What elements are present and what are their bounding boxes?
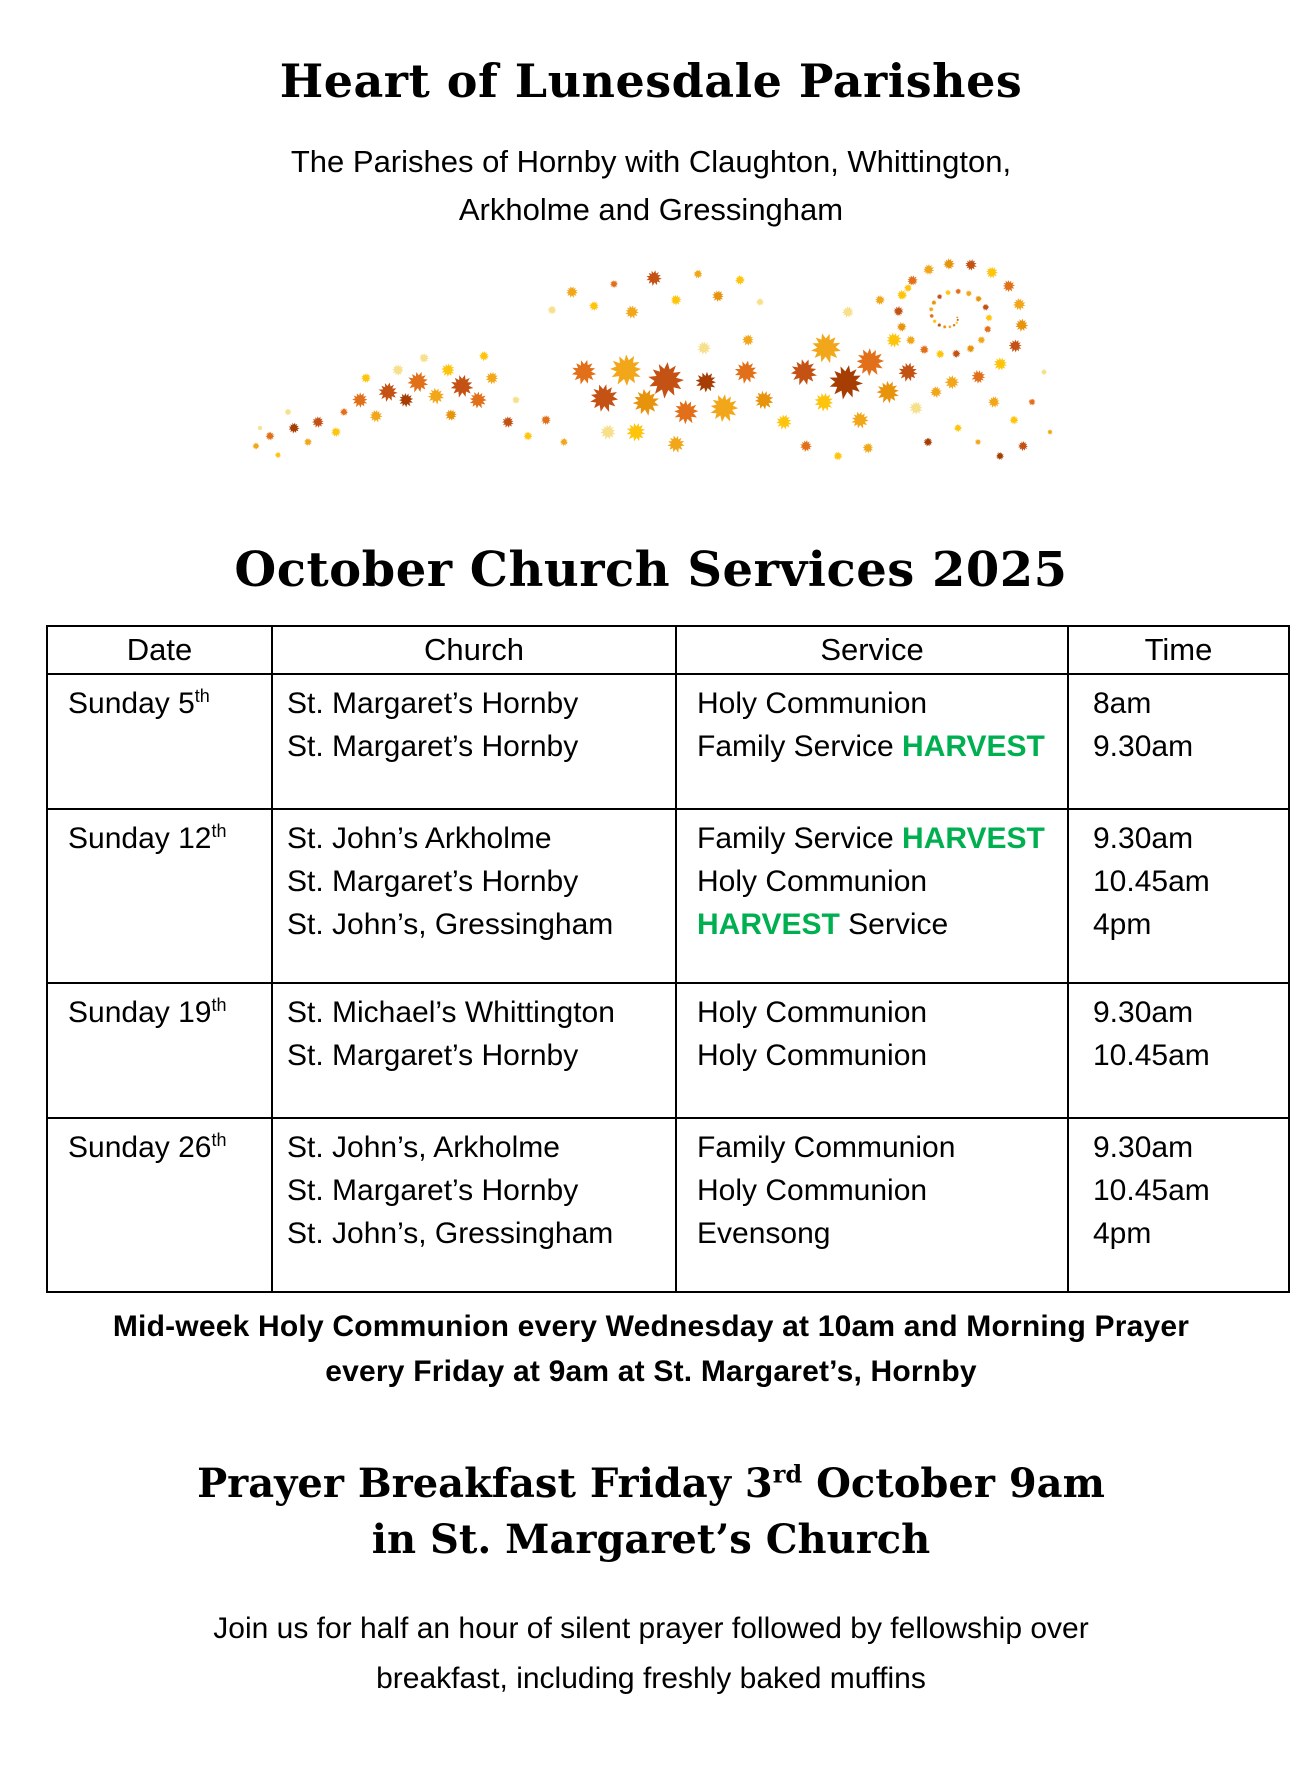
page-title: Heart of Lunesdale Parishes: [279, 54, 1023, 108]
parishes-subtitle: The Parishes of Hornby with Claughton, Whittington, Arkholme and Gressingham: [290, 144, 1012, 227]
prayer-heading-pre: Prayer Breakfast Friday 3: [197, 1460, 773, 1507]
services-table-body: [47, 674, 1289, 1292]
column-header: Church: [272, 626, 676, 674]
service-cell: Holy Communion Holy Communion: [676, 983, 1068, 1118]
column-header: Date: [47, 626, 272, 674]
date-cell: Sunday 5th: [47, 674, 272, 809]
church-cell: St. John’s, Arkholme St. Margaret’s Hornby St. John’s, Gressingham: [272, 1118, 676, 1292]
table-row: [47, 983, 1289, 1118]
services-table: [46, 625, 1290, 1293]
time-cell: 8am 9.30am: [1068, 674, 1289, 809]
date-cell: Sunday 26th: [47, 1118, 272, 1292]
prayer-breakfast-heading: [0, 1456, 1302, 1568]
church-cell: St. John’s Arkholme St. Margaret’s Hornby St. John’s, Gressingham: [272, 809, 676, 983]
prayer-heading-line2: in St. Margaret’s Church: [371, 1516, 931, 1563]
time-cell: 9.30am 10.45am 4pm: [1068, 809, 1289, 983]
midweek-note: Mid-week Holy Communion every Wednesday at 10am and Morning Prayer every Friday at 9am at St. Margaret’s, Hornby: [112, 1310, 1190, 1388]
column-header: Service: [676, 626, 1068, 674]
column-header: Time: [1068, 626, 1289, 674]
prayer-heading-ordinal: rd: [772, 1459, 803, 1489]
table-row: [47, 1118, 1289, 1292]
time-cell: 9.30am 10.45am: [1068, 983, 1289, 1118]
services-header-row: [47, 626, 1289, 674]
prayer-heading-post: October 9am: [802, 1460, 1105, 1507]
table-row: [47, 809, 1289, 983]
autumn-leaves-image: [246, 250, 1056, 472]
autumn-leaves-svg: [246, 250, 1056, 472]
table-row: [47, 674, 1289, 809]
date-cell: Sunday 12th: [47, 809, 272, 983]
time-cell: 9.30am 10.45am 4pm: [1068, 1118, 1289, 1292]
date-cell: Sunday 19th: [47, 983, 272, 1118]
church-cell: St. Michael’s Whittington St. Margaret’s Hornby: [272, 983, 676, 1118]
church-cell: St. Margaret’s Hornby St. Margaret’s Hornby: [272, 674, 676, 809]
service-cell: Family Communion Holy Communion Evensong: [676, 1118, 1068, 1292]
services-heading: October Church Services 2025: [234, 542, 1068, 598]
prayer-breakfast-body: Join us for half an hour of silent prayer followed by fellowship over breakfast, including freshly baked muffins: [213, 1612, 1089, 1695]
service-cell: Holy Communion Family Service HARVEST: [676, 674, 1068, 809]
service-cell: Family Service HARVEST Holy Communion HARVEST Service: [676, 809, 1068, 983]
